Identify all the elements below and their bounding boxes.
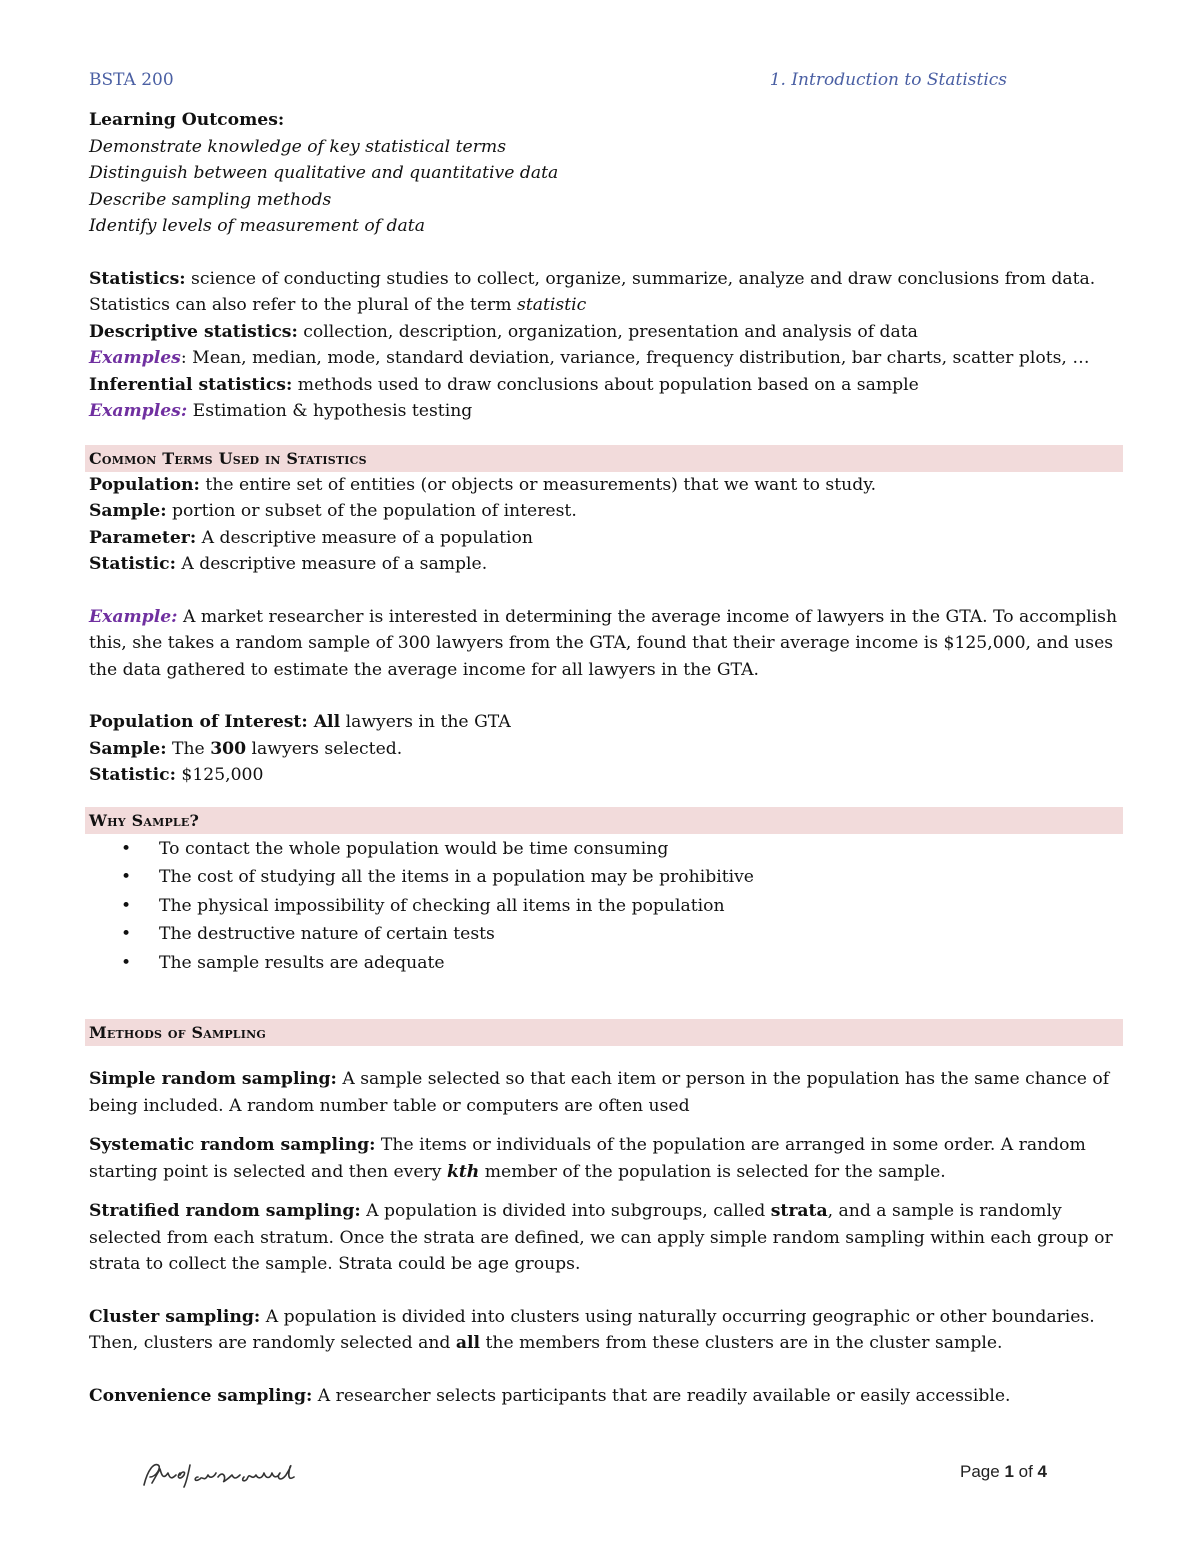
definition-text: methods used to draw conclusions about population based on a sample [292,374,919,395]
learning-outcome-item: Distinguish between qualitative and quantitative data [89,163,559,183]
statistics-definition [89,266,1119,293]
list-item [121,863,1119,892]
list-item-text: The cost of studying all the items in a population may be prohibitive [159,867,754,887]
term-label: Stratified random sampling: [89,1201,361,1221]
definition-text: , and a sample is randomly selected from each stratum. Once the strata are defined, we can apply simple random sampling within each group or strata to collect the sample. Strata could be age groups. [89,1201,1113,1274]
descriptive-statistics-definition [89,319,1119,346]
examples-text: Estimation & hypothesis testing [187,401,473,421]
definition-text: lawyers in the GTA [340,712,511,732]
stratified-random-sampling [89,1198,1119,1278]
simple-random-sampling [89,1066,1119,1119]
examples-text: : Mean, median, mode, standard deviation, variance, frequency distribution, bar charts, scatter plots, … [180,348,1090,368]
statistic-definition [89,551,1119,578]
term-label: Parameter: [89,527,197,548]
bullet-icon: • [121,952,132,973]
emphasis-text: kth [446,1161,480,1182]
term-label: Systematic random sampling: [89,1135,376,1155]
definition-text: $125,000 [175,765,264,785]
systematic-random-sampling [89,1132,1119,1185]
list-item-text: To contact the whole population would be time consuming [159,838,669,859]
definition-text: A sample selected so that each item or person in the population has the same chance of being included. A random number table or computers are often used [89,1069,1110,1116]
list-item [121,920,1119,949]
document-body [89,107,1119,1409]
learning-outcomes-title: Learning Outcomes: [89,110,285,130]
market-research-example [89,604,1119,684]
total-pages: 4 [1037,1462,1047,1481]
sample-definition [89,498,1119,525]
examples-label: Examples: [89,401,188,421]
examples-label: Examples [89,348,181,368]
term-label: Sample: [89,738,167,759]
descriptive-examples [89,345,1119,372]
list-item [121,949,1119,978]
current-page: 1 [1004,1462,1014,1481]
page-header [89,70,1007,98]
term-label: Simple random sampling: [89,1069,337,1089]
signature-image [140,1455,320,1495]
definition-text: The items or individuals of the population are arranged in some order. A random starting point is selected and then every [89,1135,1086,1182]
definition-text: A descriptive measure of a sample. [175,554,488,574]
population-definition [89,472,1119,499]
list-item [121,892,1119,921]
emphasis-text: strata [770,1201,828,1221]
convenience-sampling [89,1383,1119,1410]
inferential-statistics-definition [89,372,1119,399]
definition-text: lawyers selected. [246,738,403,759]
definition-text: A population is divided into subgroups, called [360,1201,771,1221]
term-label: Sample: [89,501,167,521]
section-heading-why-sample: Why Sample? [85,807,1123,834]
definition-text: the entire set of entities (or objects or measurements) that we want to study. [199,474,877,495]
term-label: Population of Interest: [89,712,308,732]
section-heading-common-terms: Common Terms Used in Statistics [85,445,1123,472]
list-item [121,835,1119,864]
definition-text: A researcher selects participants that are readily available or easily accessible. [312,1385,1011,1406]
term-label: Statistics: [89,268,186,289]
term-label: Convenience sampling: [89,1385,313,1406]
cluster-sampling [89,1304,1119,1357]
list-item-text: The sample results are adequate [159,952,445,973]
list-item-text: The physical impossibility of checking all items in the population [159,895,725,916]
population-of-interest [89,709,1119,736]
list-item-text: The destructive nature of certain tests [159,924,495,944]
definition-text: the members from these clusters are in the cluster sample. [480,1333,1003,1353]
of-word: of [1013,1462,1038,1481]
definition-text: science of conducting studies to collect, organize, summarize, analyze and draw conclusions from data. [185,268,1096,289]
learning-outcome-item: Demonstrate knowledge of key statistical terms [89,136,507,157]
bullet-icon: • [121,838,132,859]
definition-text: A descriptive measure of a population [196,527,533,548]
page-word: Page [960,1462,1005,1481]
term-label: Descriptive statistics: [89,321,298,342]
inferential-examples [89,398,1119,425]
italic-term: statistic [517,295,587,315]
definition-text: portion or subset of the population of interest. [166,501,577,521]
statistics-plural-note [89,292,1119,319]
term-label: Cluster sampling: [89,1306,261,1327]
term-label: Inferential statistics: [89,374,293,395]
section-heading-methods-of-sampling: Methods of Sampling [85,1019,1123,1046]
chapter-title: 1. Introduction to Statistics [769,70,1007,90]
definition-text: collection, description, organization, presentation and analysis of data [297,321,918,342]
term-label: Statistic: [89,554,176,574]
bullet-icon: • [121,895,132,916]
definition-text: A population is divided into clusters using naturally occurring geographic or other boundaries. Then, clusters are randomly selected and [89,1306,1095,1353]
term-label: Statistic: [89,765,176,785]
example-label: Example: [89,606,178,627]
emphasis-text: All [307,712,341,732]
learning-outcome-item: Identify levels of measurement of data [89,216,425,236]
statistic-example [89,762,1119,789]
term-label: Population: [89,474,200,495]
definition-text: Statistics can also refer to the plural of the term [89,295,518,315]
bullet-icon: • [121,924,132,944]
bullet-icon: • [121,867,132,887]
parameter-definition [89,525,1119,552]
course-code: BSTA 200 [89,70,174,90]
definition-text: member of the population is selected for the sample. [479,1161,946,1182]
definition-text: The [166,738,211,759]
sample-example [89,736,1119,763]
example-text: A market researcher is interested in determining the average income of lawyers in the GTA. To accomplish this, she takes a random sample of 300 lawyers from the GTA, found that their average income is $125,000, and uses the data gathered to estimate the average income for all lawyers in the GTA. [89,606,1118,680]
page-number [960,1462,1047,1482]
learning-outcome-item: Describe sampling methods [89,189,332,210]
emphasis-text: all [455,1333,481,1353]
emphasis-text: 300 [210,738,247,759]
why-sample-list [89,835,1119,978]
